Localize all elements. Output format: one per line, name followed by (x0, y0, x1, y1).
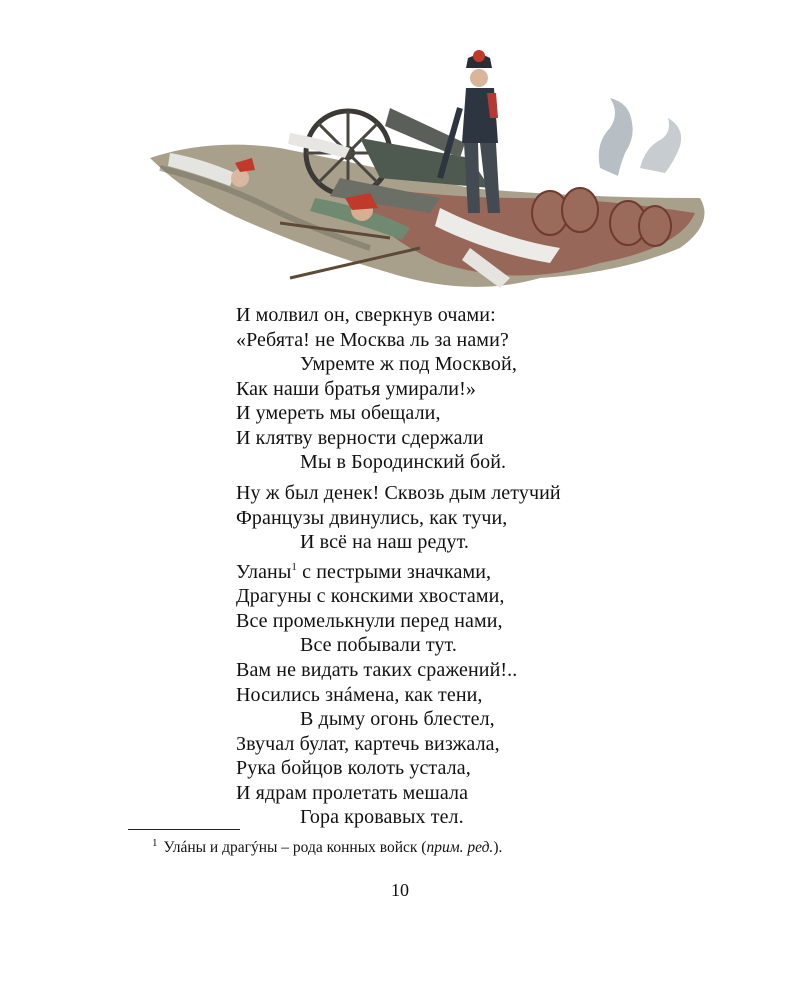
verse-line: Ну ж был денек! Сквозь дым летучий (236, 482, 561, 504)
footnote-mark: 1 (152, 837, 158, 849)
stanza (236, 303, 756, 475)
footnote-reference[interactable]: 1 (291, 560, 298, 573)
verse-line: И умереть мы обещали, (236, 402, 441, 424)
verse-line: Все побывали тут. (300, 634, 457, 656)
verse-line: И клятву верности сдержали (236, 426, 484, 449)
stanza (236, 658, 756, 830)
verse-line: И ядрам пролетать мешала (236, 781, 469, 804)
stanza (236, 481, 756, 658)
verse-line: Драгуны с конскими хвостами, (236, 585, 505, 607)
footnote-close: ). (493, 839, 503, 856)
verse-line: Вам не видать таких сражений!.. (236, 659, 518, 681)
verse-line: В дыму огонь блестел, (300, 708, 495, 730)
verse-line: Все промелькнули перед нами, (236, 609, 503, 632)
page-number: 10 (391, 880, 409, 900)
verse-line: «Ребята! не Москва ль за нами? (236, 328, 509, 351)
footnote-divider (128, 829, 240, 830)
verse-line: Гора кровавых тел. (300, 806, 464, 828)
verse-line: Звучал булат, картечь визжала, (236, 732, 500, 755)
verse-line: И всё на наш редут. (300, 531, 470, 553)
verse-line: И молвил он, сверкнув очами: (236, 304, 496, 326)
battle-scene-illustration (140, 48, 720, 310)
verse-line: Мы в Бородинский бой. (300, 451, 507, 473)
verse-text: с пестрыми значками, (297, 560, 492, 583)
verse-line: Как наши братья умирали!» (236, 377, 476, 400)
verse-line: Рука бойцов колоть устала, (236, 757, 471, 779)
verse-line: Носились знáмена, как тени, (236, 683, 483, 706)
footnote (152, 837, 502, 857)
verse-line: Умремте ж под Москвой, (300, 353, 517, 375)
verse-line: Французы двинулись, как тучи, (236, 506, 508, 529)
verse-text: Уланы (236, 560, 292, 583)
footnote-text: Улáны и драгýны – рода конных войск ( (163, 839, 427, 856)
verse-line (236, 555, 756, 585)
footnote-editor-note: прим. ред. (426, 839, 494, 856)
